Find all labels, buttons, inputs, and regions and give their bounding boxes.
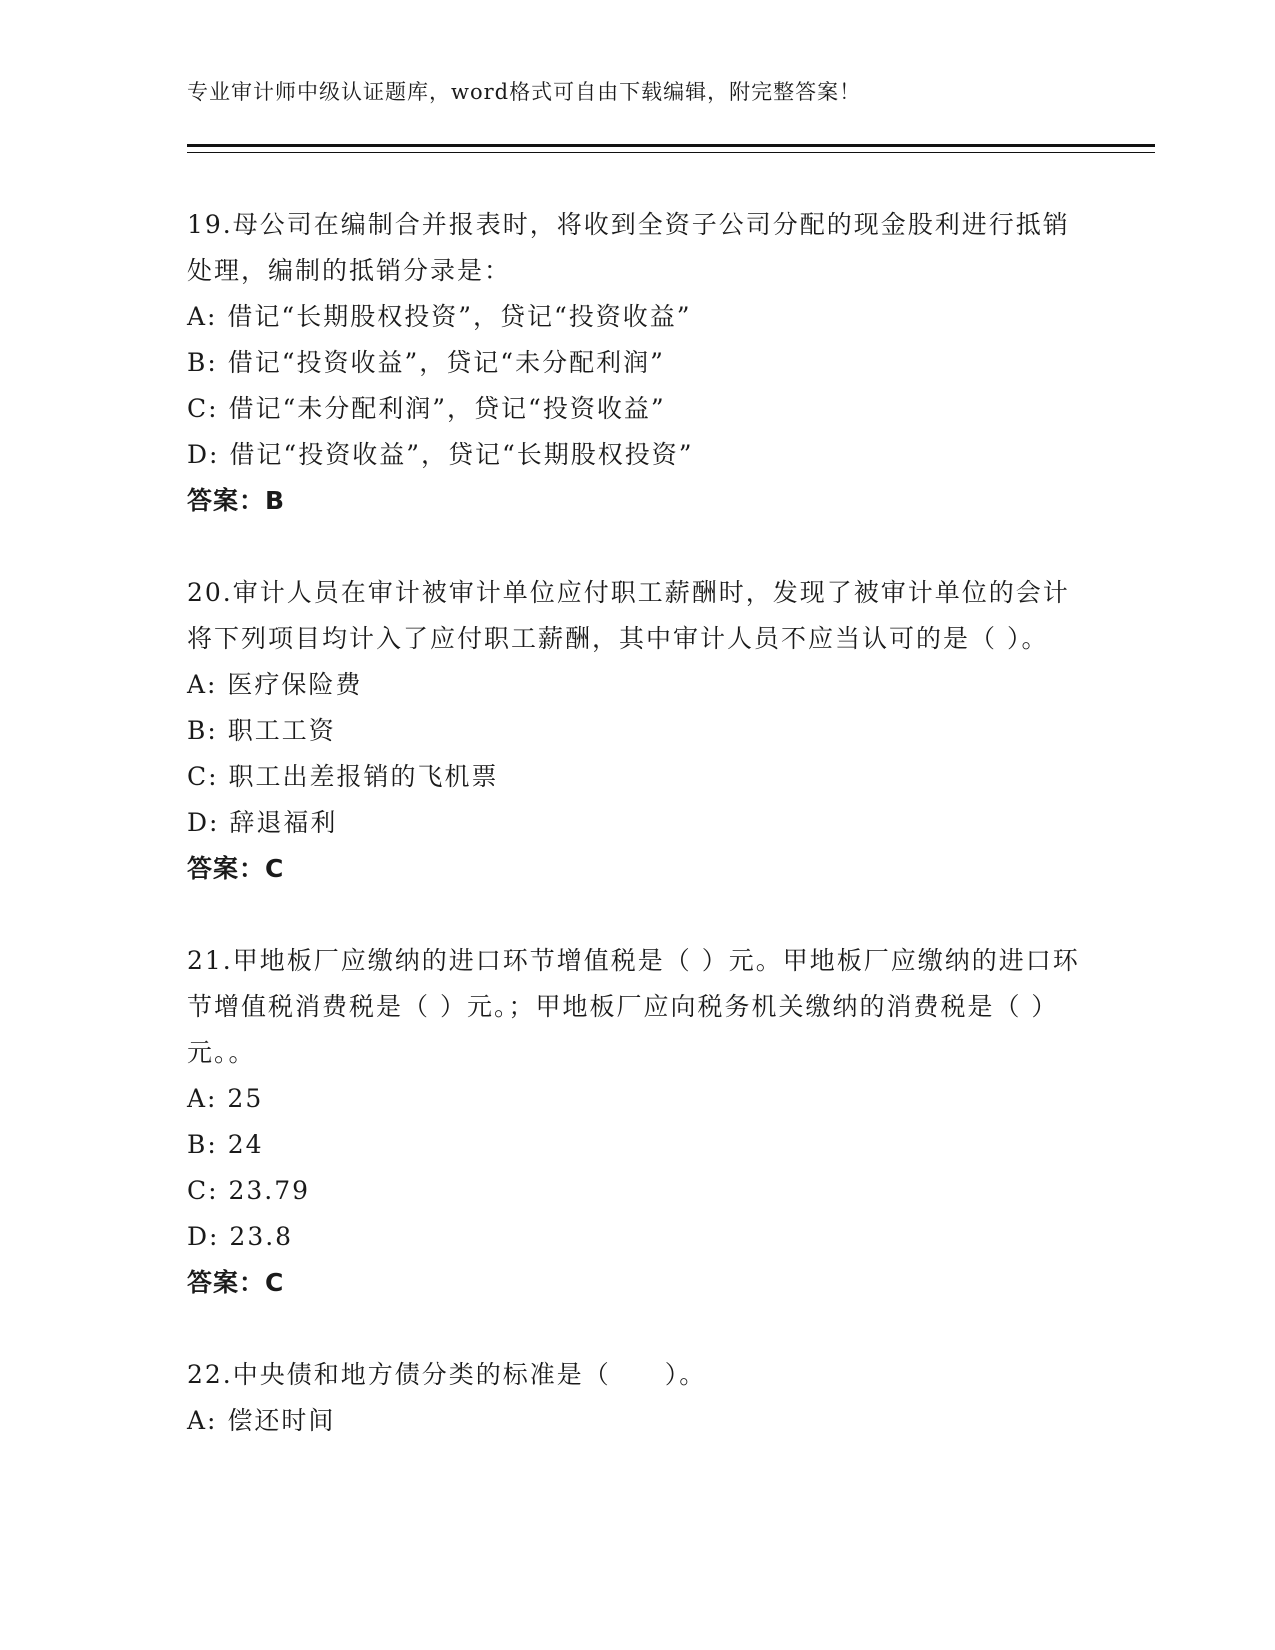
question-stem: 20.审计人员在审计被审计单位应付职工薪酬时，发现了被审计单位的会计将下列项目均计入了应付职工薪酬，其中审计人员不应当认可的是（ ）。 [187,578,1070,653]
page-header: 专业审计师中级认证题库，word格式可自由下载编辑，附完整答案！ [187,80,862,104]
option-c: C: 借记“未分配利润”，贷记“投资收益” [187,394,666,423]
question-stem: 21.甲地板厂应缴纳的进口环节增值税是（ ）元。甲地板厂应缴纳的进口环节增值税消费税是（ ）元。；甲地板厂应向税务机关缴纳的消费税是（ ）元。。 [187,946,1080,1067]
header-divider [187,144,1155,153]
option-b: B: 24 [187,1130,264,1159]
option-a: A: 医疗保险费 [187,670,363,699]
option-b: B: 职工工资 [187,716,336,745]
option-a: A: 25 [187,1084,264,1113]
option-a: A: 借记“长期股权投资”，贷记“投资收益” [187,302,692,331]
question-stem: 19.母公司在编制合并报表时，将收到全资子公司分配的现金股利进行抵销处理，编制的抵销分录是： [187,210,1070,285]
answer-label: 答案：B [187,486,286,515]
question-21 [187,938,1087,1306]
option-d: D: 借记“投资收益”，贷记“长期股权投资” [187,440,694,469]
question-stem: 22.中央债和地方债分类的标准是（ ）。 [187,1360,707,1389]
answer-label: 答案：C [187,1268,285,1297]
question-22 [187,1352,1087,1444]
question-20 [187,570,1087,892]
answer-label: 答案：C [187,854,285,883]
option-c: C: 23.79 [187,1176,311,1205]
option-a: A: 偿还时间 [187,1406,336,1435]
option-d: D: 23.8 [187,1222,294,1251]
option-b: B: 借记“投资收益”，贷记“未分配利润” [187,348,665,377]
option-d: D: 辞退福利 [187,808,338,837]
question-19 [187,202,1087,524]
question-list [187,202,1087,1490]
option-c: C: 职工出差报销的飞机票 [187,762,499,791]
